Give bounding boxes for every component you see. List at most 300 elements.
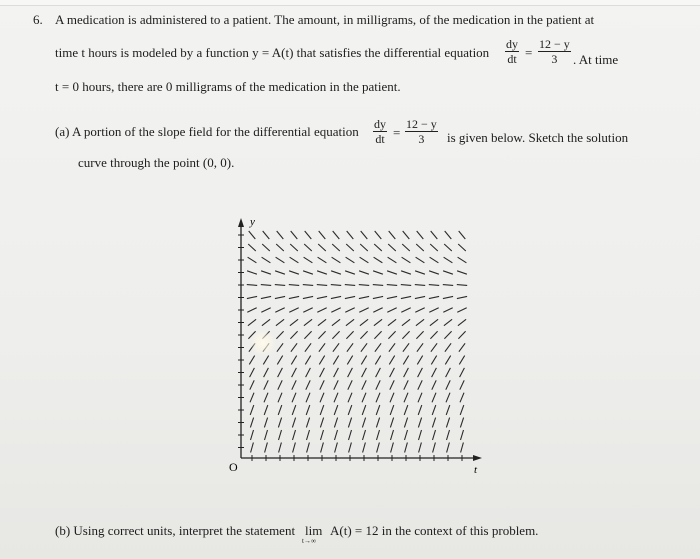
slope-segment — [247, 271, 257, 274]
slope-segment — [418, 380, 422, 389]
slope-segment — [290, 319, 298, 325]
slope-segment — [404, 368, 409, 377]
slope-segment — [461, 443, 464, 453]
slope-segment — [347, 231, 354, 239]
slope-segment — [304, 257, 313, 263]
slope-segment — [373, 296, 383, 298]
slope-segment — [446, 380, 450, 389]
deq-dt: dt — [507, 52, 517, 66]
slope-segment — [446, 368, 451, 377]
slope-segment — [264, 405, 268, 415]
slope-segment — [348, 418, 351, 428]
slope-segment — [320, 418, 323, 428]
slope-segment — [388, 331, 395, 339]
slope-segment — [388, 319, 396, 325]
slope-segment — [276, 331, 283, 339]
deq-denominator: 3 — [551, 52, 558, 66]
slope-segment — [334, 368, 339, 377]
slope-segment — [333, 231, 340, 239]
slope-segment — [401, 271, 411, 274]
slope-segment — [457, 296, 467, 298]
slope-segment — [402, 244, 410, 251]
slope-segment — [461, 430, 464, 440]
slope-segment — [443, 308, 452, 313]
slope-segment — [321, 430, 324, 440]
slope-segment — [320, 393, 324, 403]
slope-segment — [247, 296, 257, 298]
origin-label: O — [229, 460, 238, 474]
part-a-post: is given below. Sketch the solution — [447, 130, 629, 145]
slope-segment — [432, 380, 436, 389]
slope-segment — [346, 257, 355, 263]
slope-segment — [432, 393, 436, 403]
slope-segment — [305, 356, 310, 365]
slope-segment — [248, 257, 257, 263]
slope-segment — [375, 356, 380, 365]
slope-segment — [348, 380, 352, 389]
slope-segment — [375, 343, 381, 351]
slope-segment — [305, 231, 312, 239]
slope-segment — [276, 244, 284, 251]
part-a-equals: = — [393, 125, 401, 140]
slope-segment — [317, 296, 327, 298]
slope-segment — [403, 231, 410, 239]
slope-segment — [376, 368, 381, 377]
slope-segment — [319, 343, 325, 351]
slope-segment — [377, 430, 380, 440]
slope-segment — [376, 405, 380, 415]
slope-segment — [250, 393, 254, 403]
slope-segment — [444, 257, 453, 263]
slope-segment — [346, 319, 354, 325]
slope-segment — [446, 405, 450, 415]
slope-segment — [275, 271, 285, 274]
slope-segment — [429, 296, 439, 298]
part-b-lim-subscript: t→∞ — [302, 537, 316, 545]
slope-segment — [292, 405, 296, 415]
slope-segment — [320, 405, 324, 415]
problem-line-1: A medication is administered to a patient. The amount, in milligrams, of the medication in the patient at — [55, 12, 595, 27]
slope-segment — [331, 285, 341, 286]
deq-numerator: 12 − y — [539, 37, 570, 51]
slope-segment — [348, 405, 352, 415]
slope-segment — [359, 271, 369, 274]
slope-segment — [431, 343, 437, 351]
slope-segment — [250, 405, 254, 415]
slope-segment — [277, 356, 282, 365]
slope-segment — [345, 285, 355, 286]
slope-segment — [430, 257, 439, 263]
slope-segment — [306, 380, 310, 389]
slope-segment — [362, 418, 365, 428]
slope-segment — [278, 380, 282, 389]
slope-segment — [362, 380, 366, 389]
slope-segment — [261, 271, 271, 274]
slope-segment — [416, 331, 423, 339]
slope-segment — [401, 285, 411, 286]
slope-segment — [429, 285, 439, 286]
slope-segment — [389, 343, 395, 351]
slope-segment — [460, 393, 464, 403]
x-axis-arrow — [473, 455, 482, 461]
slope-segment — [377, 443, 380, 453]
slope-segment — [349, 443, 352, 453]
slope-segment — [318, 257, 327, 263]
slope-segment — [251, 430, 254, 440]
slope-segment — [278, 393, 282, 403]
slope-segment — [446, 393, 450, 403]
part-a-rhs — [405, 118, 438, 146]
slope-segment — [430, 244, 438, 251]
slope-segment — [331, 271, 341, 274]
slope-segment — [376, 418, 379, 428]
slope-segment — [418, 393, 422, 403]
deq-dy-dt — [505, 38, 519, 66]
slope-segment — [317, 285, 327, 286]
slope-segment — [373, 308, 382, 313]
slope-segment — [415, 271, 425, 274]
slope-segment — [443, 285, 453, 286]
slope-segment — [279, 430, 282, 440]
slope-segment — [348, 393, 352, 403]
slope-segment — [292, 368, 297, 377]
part-b-lim: lim — [305, 523, 323, 538]
slope-segment — [402, 331, 409, 339]
slope-segment — [402, 319, 410, 325]
slope-segment — [390, 368, 395, 377]
slope-segment — [262, 257, 271, 263]
slope-segment — [303, 296, 313, 298]
slope-segment — [264, 380, 268, 389]
slope-segment — [430, 331, 437, 339]
slope-segment — [290, 257, 299, 263]
slope-segment — [332, 331, 339, 339]
x-axis-label: t — [474, 464, 478, 474]
slope-segment — [363, 430, 366, 440]
slope-segment — [459, 356, 464, 365]
slope-segment — [376, 393, 380, 403]
slope-segment — [304, 319, 312, 325]
slope-segment — [306, 393, 310, 403]
slope-segment — [458, 331, 465, 339]
slope-segment — [374, 319, 382, 325]
slope-segment — [457, 285, 467, 286]
slope-segment — [331, 308, 340, 313]
slope-segment — [460, 380, 464, 389]
slope-segment — [332, 257, 341, 263]
slope-segment — [331, 296, 341, 298]
slope-segment — [293, 430, 296, 440]
slope-segment — [346, 331, 353, 339]
slope-segment — [458, 257, 467, 263]
slope-segment — [264, 418, 267, 428]
slope-segment — [262, 244, 270, 251]
problem-line-3: t = 0 hours, there are 0 milligrams of the medication in the patient. — [55, 79, 401, 94]
slope-segment — [447, 443, 450, 453]
slope-segment — [389, 356, 394, 365]
slope-segment — [433, 430, 436, 440]
slope-segment — [250, 380, 254, 389]
y-axis-arrow — [238, 218, 244, 227]
slope-segment — [443, 271, 453, 274]
slope-segment — [458, 244, 466, 251]
slope-segment — [405, 443, 408, 453]
slope-segment — [345, 308, 354, 313]
slope-segment — [303, 285, 313, 286]
top-edge — [0, 0, 700, 6]
slope-segment — [249, 231, 256, 239]
slope-segment — [374, 244, 382, 251]
slope-segment — [447, 430, 450, 440]
slope-segment — [289, 285, 299, 286]
slope-segment — [306, 405, 310, 415]
slope-segment — [376, 380, 380, 389]
slope-segment — [445, 356, 450, 365]
slope-segment — [263, 231, 270, 239]
slope-segment — [416, 257, 425, 263]
slope-segment — [390, 418, 393, 428]
slope-segment — [307, 443, 310, 453]
slope-segment — [319, 231, 326, 239]
slope-segment — [390, 380, 394, 389]
slope-segment — [335, 430, 338, 440]
slope-segment — [247, 285, 257, 286]
slope-segment — [362, 393, 366, 403]
slope-segment — [334, 418, 337, 428]
slope-segment — [443, 296, 453, 298]
slope-segment — [307, 430, 310, 440]
slope-segment — [361, 343, 367, 351]
slope-segment — [418, 405, 422, 415]
slope-segment — [360, 319, 368, 325]
slope-segment — [290, 331, 297, 339]
slope-segment — [291, 231, 298, 239]
part-a-pre: (a) A portion of the slope field for the differential equation — [55, 124, 359, 139]
slope-segment — [445, 231, 452, 239]
deq-rhs — [538, 38, 571, 66]
slope-segment — [360, 257, 369, 263]
slope-segment — [432, 405, 436, 415]
slope-segment — [391, 443, 394, 453]
slope-segment — [292, 393, 296, 403]
slope-segment — [277, 231, 284, 239]
slope-segment — [387, 285, 397, 286]
slope-segment — [432, 418, 435, 428]
slope-segment — [360, 331, 367, 339]
slope-segment — [401, 296, 411, 298]
slope-segment — [362, 405, 366, 415]
slope-segment — [444, 319, 452, 325]
slope-segment — [335, 443, 338, 453]
slope-segment — [347, 343, 353, 351]
slope-segment — [306, 418, 309, 428]
slope-segment — [292, 418, 295, 428]
slope-segment — [304, 331, 311, 339]
slope-segment — [289, 308, 298, 313]
slope-segment — [248, 319, 256, 325]
slope-segment — [404, 393, 408, 403]
slope-segment — [444, 244, 452, 251]
slope-segment — [416, 244, 424, 251]
slope-segment — [374, 257, 383, 263]
slope-segment — [275, 285, 285, 286]
slope-segment — [278, 418, 281, 428]
part-a-numerator: 12 − y — [406, 117, 437, 131]
slope-segment — [417, 231, 424, 239]
slope-segment — [402, 257, 411, 263]
slope-segment — [317, 308, 326, 313]
slope-segment — [332, 319, 340, 325]
slope-segment — [403, 343, 409, 351]
slope-segment — [289, 271, 299, 274]
slope-segment — [318, 244, 326, 251]
slope-segment — [360, 244, 368, 251]
slope-segment — [320, 380, 324, 389]
slope-segment — [391, 430, 394, 440]
slope-segment — [401, 308, 410, 313]
slope-segment — [293, 443, 296, 453]
slope-segment — [348, 368, 353, 377]
slope-segment — [250, 418, 253, 428]
slope-segment — [250, 368, 255, 377]
slope-segment — [334, 393, 338, 403]
slope-segment — [430, 319, 438, 325]
slope-segment — [303, 308, 312, 313]
y-axis-label: y — [250, 216, 255, 228]
slope-segment — [333, 356, 338, 365]
slope-segment — [306, 368, 311, 377]
slope-segment — [346, 244, 354, 251]
part-a-line-2: curve through the point (0, 0). — [78, 155, 235, 170]
slope-segment — [387, 308, 396, 313]
slope-segment — [261, 296, 271, 298]
slope-segment — [459, 343, 465, 351]
slope-segment — [278, 368, 283, 377]
slope-segment — [404, 405, 408, 415]
problem-number: 6. — [33, 12, 43, 27]
slope-segment — [418, 418, 421, 428]
slope-segment — [404, 380, 408, 389]
slope-segment — [321, 443, 324, 453]
problem-line-2-post: . At time — [573, 52, 619, 67]
slope-segment — [417, 356, 422, 365]
slope-segment — [262, 319, 270, 325]
slope-segment — [444, 331, 451, 339]
slope-segment — [404, 418, 407, 428]
slope-segment — [459, 231, 466, 239]
slope-segment — [261, 308, 270, 313]
slope-segment — [361, 231, 368, 239]
slope-segment — [278, 405, 282, 415]
slope-segment — [345, 296, 355, 298]
slope-segment — [333, 343, 339, 351]
slope-segment — [332, 244, 340, 251]
slope-segment — [276, 257, 285, 263]
slope-segment — [290, 244, 298, 251]
part-a-dy-dt — [373, 118, 387, 146]
slope-segment — [279, 443, 282, 453]
slope-segment — [388, 257, 397, 263]
slope-segment — [359, 285, 369, 286]
deq-equals: = — [525, 45, 533, 60]
slope-segment — [304, 244, 312, 251]
slope-segment — [457, 271, 467, 274]
photo-glare — [250, 330, 276, 356]
slope-segment — [291, 343, 297, 351]
slope-segment — [289, 296, 299, 298]
slope-segment — [291, 356, 296, 365]
slope-segment — [375, 231, 382, 239]
slope-segment — [415, 296, 425, 298]
slope-segment — [249, 356, 254, 365]
slope-segment — [417, 343, 423, 351]
slope-segment — [275, 296, 285, 298]
slope-segment — [387, 271, 397, 274]
slope-segment — [347, 356, 352, 365]
problem-line-2-pre: time t hours is modeled by a function y = A(t) that satisfies the differential equation — [55, 45, 490, 60]
slope-segment — [445, 343, 451, 351]
slope-segment — [446, 418, 449, 428]
slope-segment — [416, 319, 424, 325]
slope-segment — [303, 271, 313, 274]
slope-segment — [320, 368, 325, 377]
slope-segment — [292, 380, 296, 389]
slope-segment — [388, 244, 396, 251]
slope-segment — [429, 308, 438, 313]
slope-segments — [247, 231, 467, 453]
slope-segment — [362, 368, 367, 377]
slope-segment — [429, 271, 439, 274]
slope-segment — [457, 308, 466, 313]
slope-segment — [264, 368, 269, 377]
slope-segment — [349, 430, 352, 440]
slope-segment — [419, 430, 422, 440]
slope-segment — [405, 430, 408, 440]
slope-segment — [373, 271, 383, 274]
slope-segment — [317, 271, 327, 274]
slope-segment — [415, 308, 424, 313]
part-b-text-pre: (b) Using correct units, interpret the statement — [55, 523, 296, 538]
slope-segment — [265, 443, 268, 453]
slope-segment — [403, 356, 408, 365]
part-a-dy: dy — [374, 117, 386, 131]
slope-segment — [390, 393, 394, 403]
slope-segment — [460, 405, 464, 415]
slope-segment — [334, 405, 338, 415]
slope-segment — [419, 443, 422, 453]
part-a-denominator: 3 — [418, 132, 425, 146]
slope-segment — [264, 393, 268, 403]
slope-segment — [387, 296, 397, 298]
slope-segment — [305, 343, 311, 351]
slope-segment — [359, 308, 368, 313]
slope-segment — [263, 356, 268, 365]
slope-segment — [359, 296, 369, 298]
slope-segment — [251, 443, 254, 453]
slope-segment — [318, 331, 325, 339]
part-a-dt: dt — [375, 132, 385, 146]
slope-segment — [277, 343, 283, 351]
slope-segment — [431, 231, 438, 239]
slope-segment — [318, 319, 326, 325]
slope-segment — [265, 430, 268, 440]
slope-segment — [389, 231, 396, 239]
slope-segment — [361, 356, 366, 365]
slope-segment — [334, 380, 338, 389]
slope-segment — [319, 356, 324, 365]
slope-segment — [432, 368, 437, 377]
slope-segment — [431, 356, 436, 365]
